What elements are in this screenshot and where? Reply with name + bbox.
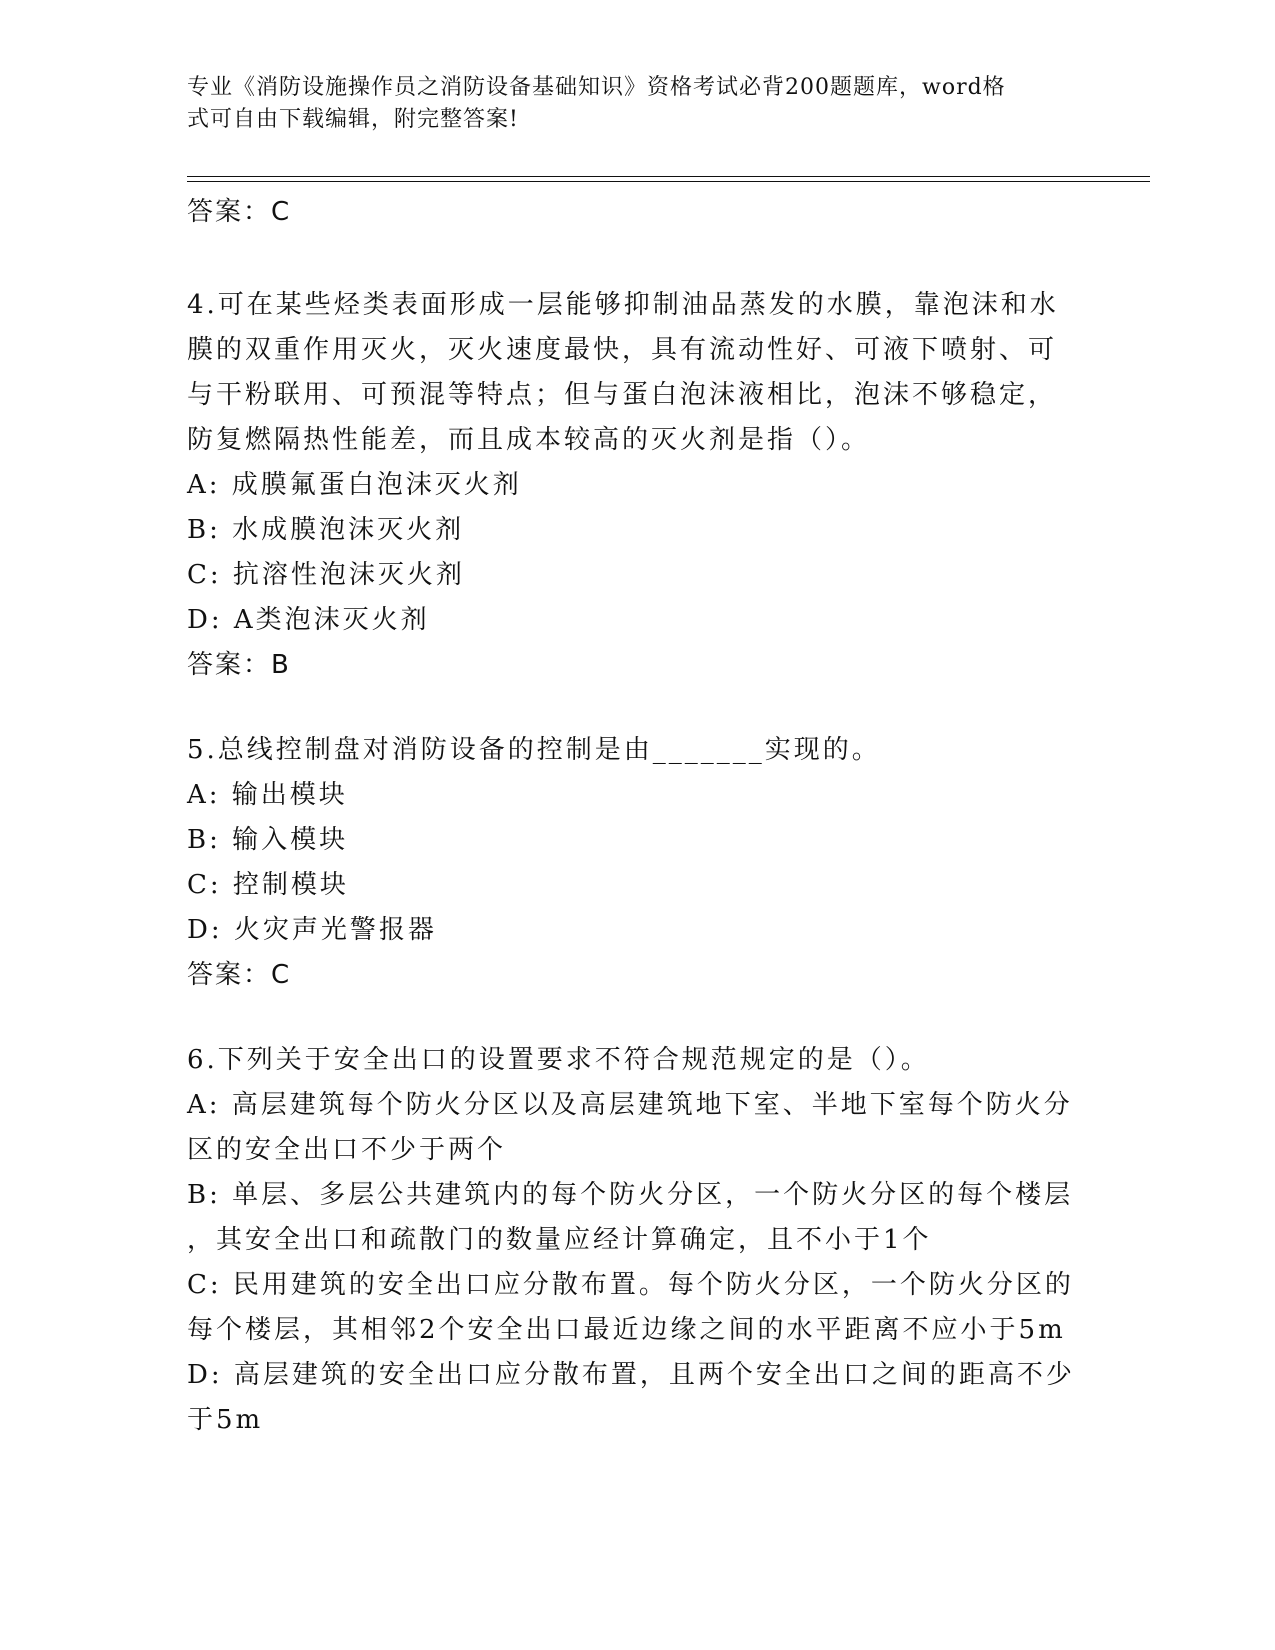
question-6-option-line: 每个楼层，其相邻2个安全出口最近边缘之间的水平距离不应小于5m [187,1315,1066,1345]
header-rule-top [187,176,1150,177]
question-4-stem-line: 4.可在某些烃类表面形成一层能够抑制油品蒸发的水膜，靠泡沫和水 [187,290,1059,320]
question-5-stem-line: 5.总线控制盘对消防设备的控制是由_______实现的。 [187,735,881,765]
question-6-stem-line: 6.下列关于安全出口的设置要求不符合规范规定的是（）。 [187,1045,930,1075]
question-5-option-b: B: 输入模块 [187,825,349,855]
question-6-option-line: D: 高层建筑的安全出口应分散布置，且两个安全出口之间的距高不少 [187,1360,1075,1390]
question-4-stem-line: 膜的双重作用灭火，灭火速度最快，具有流动性好、可液下喷射、可 [187,335,1058,365]
question-6-option-line: C: 民用建筑的安全出口应分散布置。每个防火分区，一个防火分区的 [187,1270,1074,1300]
question-6-option-line: ，其安全出口和疏散门的数量应经计算确定，且不小于1个 [187,1225,932,1255]
document-header [187,72,1067,136]
question-5-option-d: D: 火灾声光警报器 [187,915,437,945]
question-6-option-line: 于5m [187,1405,264,1435]
question-4 [187,283,1067,688]
question-5 [187,728,1067,998]
header-line-1: 专业《消防设施操作员之消防设备基础知识》资格考试必背200题题库，word格 [187,75,1006,100]
question-4-option-d: D: A类泡沫灭火剂 [187,605,430,635]
question-6-option-line: 区的安全出口不少于两个 [187,1135,507,1165]
question-4-stem-line: 防复燃隔热性能差，而且成本较高的灭火剂是指（）。 [187,425,871,455]
question-4-option-b: B: 水成膜泡沫灭火剂 [187,515,465,545]
question-4-answer: 答案：B [187,650,291,680]
question-4-stem-line: 与干粉联用、可预混等特点；但与蛋白泡沫液相比，泡沫不够稳定， [187,380,1058,410]
header-rule-bottom [187,181,1150,182]
question-6 [187,1038,1075,1443]
question-5-answer: 答案：C [187,960,292,990]
previous-answer: 答案：C [187,197,292,227]
question-6-option-line: B: 单层、多层公共建筑内的每个防火分区，一个防火分区的每个楼层 [187,1180,1074,1210]
question-4-option-a: A: 成膜氟蛋白泡沫灭火剂 [187,470,522,500]
question-6-option-line: A: 高层建筑每个防火分区以及高层建筑地下室、半地下室每个防火分 [187,1090,1073,1120]
header-line-2: 式可自由下载编辑，附完整答案! [187,107,519,132]
question-5-option-c: C: 控制模块 [187,870,349,900]
question-list [187,190,1075,1443]
question-4-option-c: C: 抗溶性泡沫灭火剂 [187,560,465,590]
question-5-option-a: A: 输出模块 [187,780,348,810]
